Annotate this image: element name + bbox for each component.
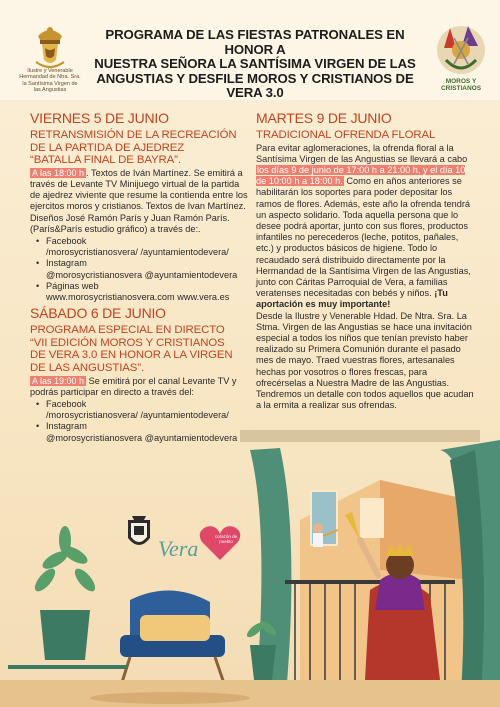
brotherhood-crest-icon [30, 22, 70, 72]
vera-shield-icon [122, 512, 156, 554]
tuesday-schedule-highlight: los días 9 de junio de 17:00 h a 21:00 h, y el día 10 de 10:00 h a 18:00 h. [256, 165, 466, 187]
moros-y-cristianos-label: MOROS Y CRISTIANOS [440, 78, 482, 92]
friday-links [36, 236, 248, 303]
tuesday-important-note: ¡Tu aportación es muy importante! [256, 288, 448, 310]
instagram-handles[interactable]: @morosycristianosvera @ayuntamientodevera [46, 269, 238, 280]
list-item: • Páginas web [36, 281, 248, 292]
tuesday-date: MARTES 9 DE JUNIO [256, 110, 392, 126]
facebook-handles[interactable]: /morosycristianosvera/ /ayuntamientodevera/ [46, 410, 229, 421]
saturday-heading: PROGRAMA ESPECIAL EN DIRECTO “VII EDICIÓN MOROS Y CRISTIANOS DE VERA 3.0 EN HONOR A LA VIRGEN DE LAS ANGUSTIAS”. [30, 324, 233, 374]
friday-date: VIERNES 5 DE JUNIO [30, 110, 169, 126]
facebook-handles[interactable]: /morosycristianosvera/ /ayuntamientodevera/ [46, 247, 229, 258]
saturday-body: A las 19:00 h Se emitirá por el canal Levante TV y podrás participar en directo a través del: [30, 375, 237, 397]
tuesday-heading: TRADICIONAL OFRENDA FLORAL [256, 129, 436, 141]
right-column [256, 110, 478, 411]
vera-logo-slogan: corazón de pueblo [214, 534, 238, 544]
left-column [30, 110, 248, 444]
list-item: • Facebook [36, 399, 248, 410]
tuesday-body: Para evitar aglomeraciones, la ofrenda floral a la Santísima Virgen de las Angustias se llevará a cabo los días 9 de junio de 17:00 h a 21:00 h, y el día 10 de 10:00 h a 18:00 h. Como en años anteriores se habilitarán los soportes para poder depositar los ramos de flores. Además, este año la ofrenda tendrá un aspecto solidario. Toda aquella persona que lo desee podrá aportar, junto con sus flores, productos infantiles no perecederos (leche, potitos, pañales, etc.) y productos básicos de higiene. Todo lo recaudado será distribuido directamente por la Hermandad de la Santísima Virgen de las Angustias, junto con Cáritas Parroquial de Vera, a familias veratenses necesitadas con bebés y niños. ¡Tu aportación es muy importante! Desde la Ilustre y Venerable Hdad. De Ntra. Sra. La Stma. Virgen de las Angustias se hace una invitación especial a todos los niños que tenían previsto haber realizado su Primera Comunión durante el pasado mes de mayo. Traed vuestras flores, artesanales hechas por vosotros o flores frescas, para ofrecérselas a Nuestra Madre de las Angustias. Tendremos un detalle con todos aquellos que acudan a la ermita a realizar sus ofrendas. [256, 142, 474, 411]
saturday-date: SÁBADO 6 DE JUNIO [30, 305, 166, 322]
list-item: • Instagram [36, 421, 248, 432]
list-item: • Facebook [36, 236, 248, 247]
vera-logo [158, 522, 244, 562]
friday-time-badge: A las 18:00 h [32, 167, 85, 178]
instagram-handles[interactable]: @morosycristianosvera @ayuntamientodevera [46, 432, 238, 443]
vera-logo-word: Vera [158, 536, 199, 561]
brotherhood-name: Ilustre y Venerable Hermandad de Ntra. Sra. la Santísima Virgen de las Angustias [19, 68, 81, 93]
web-links[interactable]: www.morosycristianosvera.com www.vera.es [46, 292, 230, 303]
friday-body: A las 18:00 h . Textos de Iván Martínez. Se emitirá a través de Levante TV Minijuego virtual de la partida de ajedrez viviente que resume la contienda entre los ejercitos moros y cristianos. Textos de Ivan Martínez. Diseños José Ramón París y Juan Ramón París. (París&París estudio gráfico) a través de:. [30, 167, 248, 234]
list-item: • Instagram [36, 258, 248, 269]
poster-title: PROGRAMA DE LAS FIESTAS PATRONALES EN HONOR A NUESTRA SEÑORA LA SANTÍSIMA VIRGEN DE LAS ANGUSTIAS Y DESFILE MOROS Y CRISTIANOS DE VERA 3.0 [94, 27, 416, 100]
saturday-time-badge: A las 19:00 h [32, 375, 85, 386]
friday-heading: RETRANSMISIÓN DE LA RECREACIÓN DE LA PARTIDA DE AJEDREZ “BATALLA FINAL DE BAYRA”. [30, 129, 237, 167]
saturday-links [36, 399, 248, 444]
